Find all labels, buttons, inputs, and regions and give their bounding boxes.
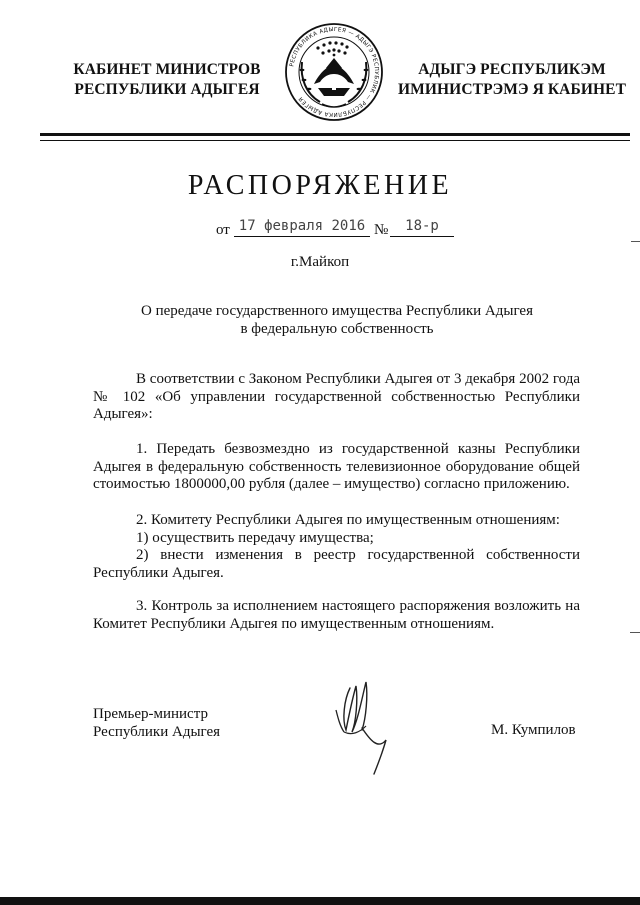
preamble-paragraph: В соответствии с Законом Республики Адыгея от 3 декабря 2002 года № 102 «Об управлении государственной собственностью Республики Адыгея»: xyxy=(93,371,580,422)
scan-bottom-edge xyxy=(0,897,640,905)
header-rule-thin xyxy=(40,140,630,141)
city-name: г.Майкоп xyxy=(290,254,350,270)
date-value: 17 февраля 2016 xyxy=(234,218,370,237)
document-title: РАСПОРЯЖЕНИЕ xyxy=(187,170,453,201)
issuer-name-adyghe: АДЫГЭ РЕСПУБЛИКЭМ ИМИНИСТРЭМЭ Я КАБИНЕТ xyxy=(397,61,627,98)
header-rule-thick xyxy=(40,133,630,136)
item-3-paragraph: 3. Контроль за исполнением настоящего распоряжения возложить на Комитет Республики Адыгея по имущественным отношениям. xyxy=(93,598,580,632)
svg-text:РЕСПУБЛИКА АДЫГЕЯ — АДЫГЭ РЕСП: РЕСПУБЛИКА АДЫГЕЯ — АДЫГЭ РЕСПУБЛИК — РЕСПУБЛИКА АДЫГЕЯ xyxy=(289,26,380,118)
signatory-position: Премьер-министр Республики Адыгея xyxy=(93,706,221,740)
document-subject: О передаче государственного имущества Республики Адыгея в федеральную собственность xyxy=(141,303,533,337)
coat-of-arms-emblem xyxy=(284,22,384,122)
item-2-paragraph: 2. Комитету Республики Адыгея по имущественным отношениям: 1) осуществить передачу имущества; 2) внести изменения в реестр государственной собственности Республики Адыгея. xyxy=(93,512,580,581)
handwritten-signature xyxy=(322,670,402,780)
scan-mark xyxy=(630,632,640,633)
date-number-line xyxy=(214,218,464,240)
issuer-name-russian: КАБИНЕТ МИНИСТРОВ РЕСПУБЛИКИ АДЫГЕЯ xyxy=(73,61,261,98)
number-value: 18-р xyxy=(390,218,454,237)
item-1-paragraph: 1. Передать безвозмездно из государственной казны Республики Адыгея в федеральную собственность телевизионное оборудование общей стоимостью 1800000,00 рубля (далее – имущество) согласно приложению. xyxy=(93,441,580,492)
date-prefix: от xyxy=(216,222,230,238)
signatory-name: М. Кумпилов xyxy=(491,722,576,738)
number-prefix: № xyxy=(374,222,389,238)
scan-mark xyxy=(631,241,640,242)
